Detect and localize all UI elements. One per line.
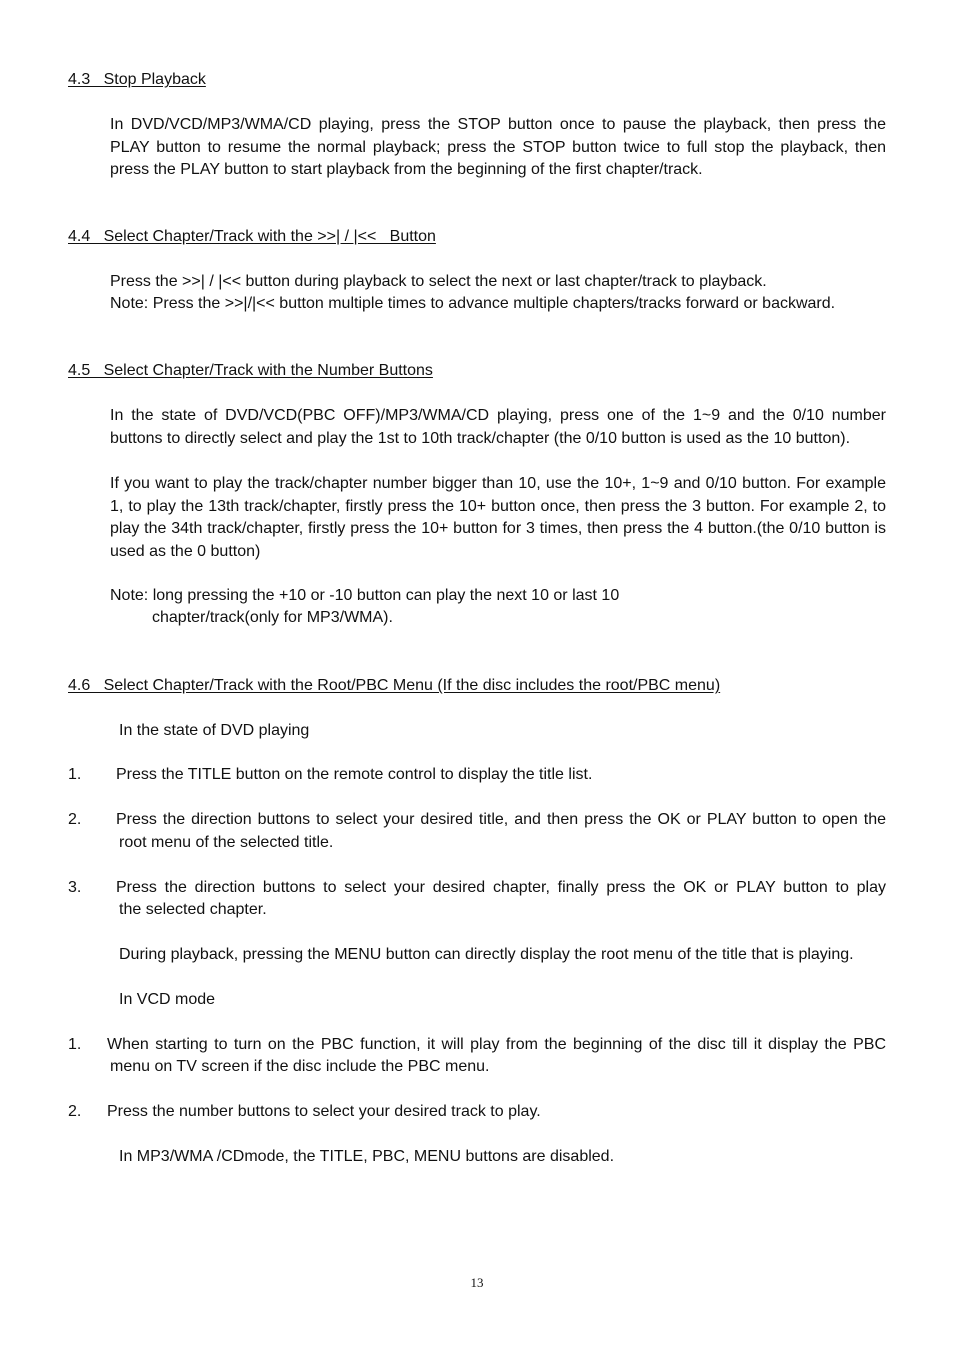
section-4-5-note-line-1: Note: long pressing the +10 or -10 button can play the next 10 or last 10 — [110, 587, 620, 604]
list-item-text: Press the direction buttons to select your desired chapter, finally press the OK or PLAY button to play — [116, 879, 886, 896]
section-4-4-heading: 4.4 Select Chapter/Track with the >>| / |<< Button — [68, 228, 436, 245]
section-4-4-note: Note: Press the >>|/|<< button multiple times to advance multiple chapters/tracks forward or backward. — [110, 295, 836, 312]
section-4-5-paragraph-1: In the state of DVD/VCD(PBC OFF)/MP3/WMA/CD playing, press one of the 1~9 and the 0/10 number buttons to directly select and play the 1st to 10th track/chapter (the 0/10 button is used as the 10 button). — [110, 407, 886, 447]
section-4-5-heading: 4.5 Select Chapter/Track with the Number Buttons — [68, 362, 433, 379]
list-item-text: Press the direction buttons to select your desired title, and then press the OK or PLAY button to open the — [116, 811, 886, 828]
list-item-text-continued: the selected chapter. — [119, 901, 267, 918]
list-item-number: 2. — [68, 811, 82, 828]
section-4-5-note-line-2: chapter/track(only for MP3/WMA). — [152, 609, 393, 626]
section-4-5-paragraph-2: If you want to play the track/chapter number bigger than 10, use the 10+, 1~9 and 0/10 button. For example 1, to play the 13th track/chapter, firstly press the 10+ button once, then press the 3 button. For example 2, to play the 34th track/chapter, firstly press the 10+ button for 3 times, then press the 4 button.(the 0/10 button is used as the 0 button) — [110, 475, 886, 560]
section-4-4-paragraph: Press the >>| / |<< button during playback to select the next or last chapter/track to playback. — [110, 273, 767, 290]
dvd-intro: In the state of DVD playing — [119, 722, 310, 739]
list-item-text-continued: menu on TV screen if the disc include the PBC menu. — [110, 1058, 490, 1075]
list-item-number: 3. — [68, 879, 82, 896]
list-item-number: 1. — [68, 766, 82, 783]
list-item-number: 2. — [68, 1103, 82, 1120]
section-4-6-heading: 4.6 Select Chapter/Track with the Root/PBC Menu (If the disc includes the root/PBC menu) — [68, 677, 721, 694]
page-number: 13 — [470, 1275, 484, 1290]
mp3-note: In MP3/WMA /CDmode, the TITLE, PBC, MENU buttons are disabled. — [119, 1148, 615, 1165]
section-4-3-heading: 4.3 Stop Playback — [68, 71, 206, 88]
list-item-text: Press the TITLE button on the remote control to display the title list. — [116, 766, 593, 783]
list-item-text-continued: root menu of the selected title. — [119, 834, 334, 851]
dvd-outro: During playback, pressing the MENU button can directly display the root menu of the title that is playing. — [119, 946, 854, 963]
section-4-3-paragraph: In DVD/VCD/MP3/WMA/CD playing, press the STOP button once to pause the playback, then press the PLAY button to resume the normal playback; press the STOP button twice to full stop the playback, then press the PLAY button to start playback from the beginning of the first chapter/track. — [110, 116, 886, 178]
list-item-number: 1. — [68, 1036, 82, 1053]
list-item-text: Press the number buttons to select your desired track to play. — [107, 1103, 541, 1120]
list-item-text: When starting to turn on the PBC function, it will play from the beginning of the disc till it display the PBC — [107, 1036, 886, 1053]
vcd-intro: In VCD mode — [119, 991, 216, 1008]
